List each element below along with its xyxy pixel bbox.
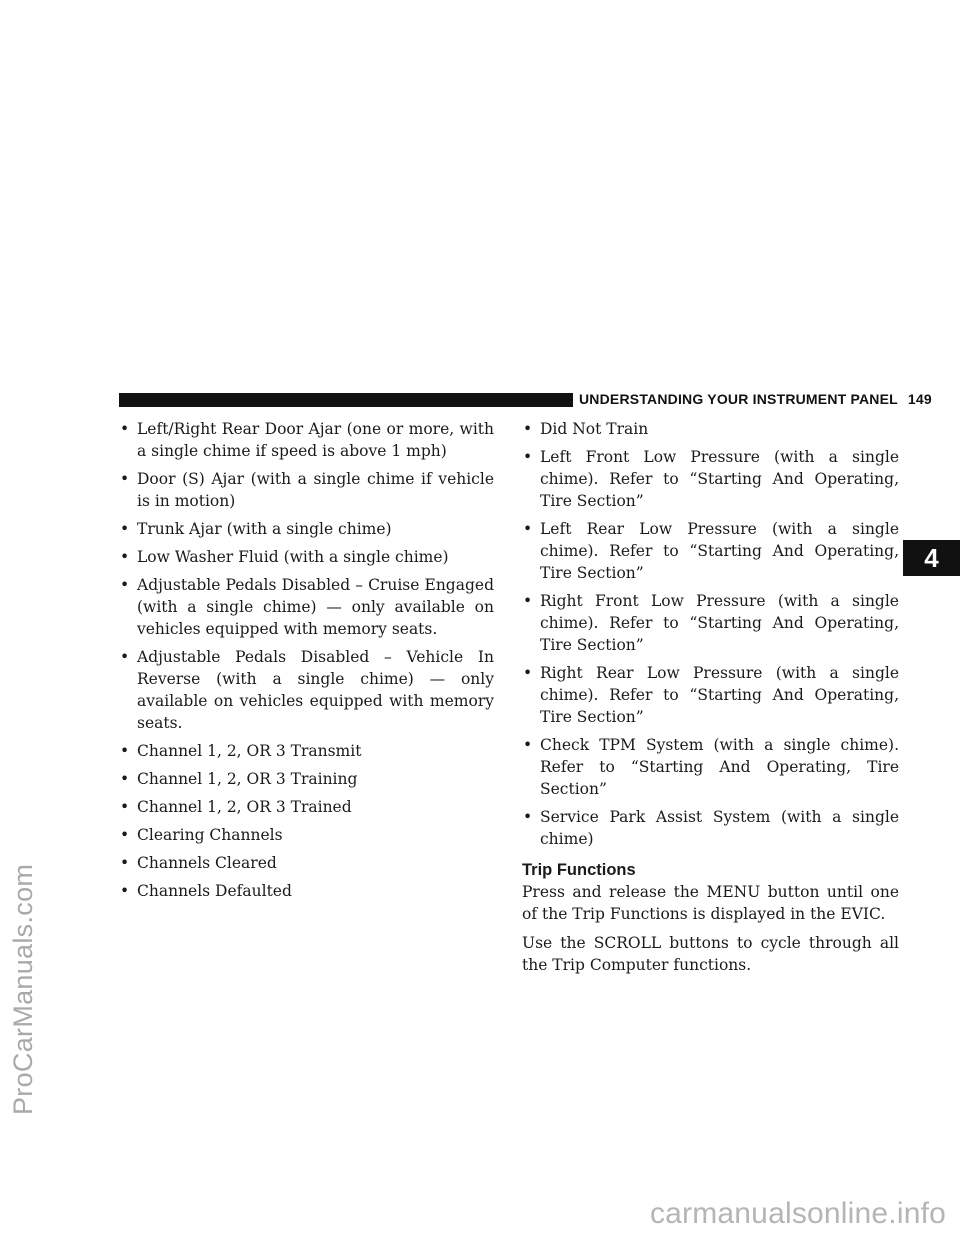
list-item-text: Check TPM System (with a single chime). Refer to “Starting And Operating, Tire Section” — [540, 736, 899, 798]
bullet-icon: • — [523, 448, 533, 466]
body-paragraph: Use the SCROLL buttons to cycle through all the Trip Computer functions. — [522, 934, 899, 974]
list-item — [119, 418, 494, 462]
list-item — [522, 590, 899, 656]
list-item-text: Clearing Channels — [137, 826, 283, 844]
list-item-text: Channels Cleared — [137, 854, 277, 872]
page-number: 149 — [907, 391, 932, 407]
list-item-text: Left/Right Rear Door Ajar (one or more, with a single chime if speed is above 1 mph) — [137, 420, 494, 460]
bullet-icon: • — [120, 826, 130, 844]
list-item-text: Adjustable Pedals Disabled – Cruise Engaged (with a single chime) — only available on vehicles equipped with memory seats. — [137, 576, 494, 638]
bullet-icon: • — [120, 770, 130, 788]
list-item-text: Trunk Ajar (with a single chime) — [137, 520, 392, 538]
bullet-icon: • — [120, 742, 130, 760]
list-item-text: Did Not Train — [540, 420, 649, 438]
list-item — [119, 518, 494, 540]
list-item-text: Left Front Low Pressure (with a single chime). Refer to “Starting And Operating, Tire Section” — [540, 448, 899, 510]
list-item — [119, 740, 494, 762]
bullet-icon: • — [120, 798, 130, 816]
chapter-tab: 4 — [903, 540, 960, 576]
running-header — [579, 391, 932, 407]
bullet-icon: • — [120, 470, 130, 488]
bullet-icon: • — [523, 592, 533, 610]
list-item — [522, 518, 899, 584]
bullet-icon: • — [120, 548, 130, 566]
list-item — [119, 852, 494, 874]
bullet-icon: • — [523, 808, 533, 826]
header-title: UNDERSTANDING YOUR INSTRUMENT PANEL — [579, 391, 898, 407]
list-item — [119, 768, 494, 790]
bullet-icon: • — [120, 576, 130, 594]
list-item-text: Left Rear Low Pressure (with a single chime). Refer to “Starting And Operating, Tire Section” — [540, 520, 899, 582]
list-item — [522, 806, 899, 850]
list-item-text: Right Front Low Pressure (with a single chime). Refer to “Starting And Operating, Tire Section” — [540, 592, 899, 654]
list-item-text: Adjustable Pedals Disabled – Vehicle In Reverse (with a single chime) — only available on vehicles equipped with memory seats. — [137, 648, 494, 732]
bullet-icon: • — [120, 420, 130, 438]
list-item — [522, 662, 899, 728]
list-item — [119, 646, 494, 734]
list-item-text: Channels Defaulted — [137, 882, 292, 900]
list-item — [119, 468, 494, 512]
list-item-text: Channel 1, 2, OR 3 Training — [137, 770, 358, 788]
header-rule — [119, 393, 573, 407]
list-item — [522, 446, 899, 512]
list-item — [522, 418, 899, 440]
left-column — [119, 418, 494, 908]
right-column — [522, 418, 899, 983]
bullet-icon: • — [120, 520, 130, 538]
bullet-icon: • — [523, 420, 533, 438]
bullet-icon: • — [120, 882, 130, 900]
bullet-icon: • — [120, 648, 130, 666]
list-item-text: Service Park Assist System (with a single chime) — [540, 808, 899, 848]
list-item-text: Right Rear Low Pressure (with a single chime). Refer to “Starting And Operating, Tire Section” — [540, 664, 899, 726]
list-item-text: Channel 1, 2, OR 3 Transmit — [137, 742, 362, 760]
bullet-icon: • — [120, 854, 130, 872]
list-item-text: Door (S) Ajar (with a single chime if vehicle is in motion) — [137, 470, 494, 510]
body-paragraph: Press and release the MENU button until one of the Trip Functions is displayed in the EVIC. — [522, 883, 899, 923]
list-item — [119, 574, 494, 640]
list-item — [119, 546, 494, 568]
section-heading: Trip Functions — [522, 861, 636, 879]
bullet-icon: • — [523, 520, 533, 538]
side-watermark: ProCarManuals.com — [8, 863, 38, 1115]
list-item-text: Low Washer Fluid (with a single chime) — [137, 548, 449, 566]
bullet-icon: • — [523, 736, 533, 754]
bullet-icon: • — [523, 664, 533, 682]
bottom-watermark: carmanualsonline.info — [649, 1197, 946, 1230]
list-item — [119, 824, 494, 846]
list-item-text: Channel 1, 2, OR 3 Trained — [137, 798, 352, 816]
list-item — [119, 880, 494, 902]
list-item — [522, 734, 899, 800]
list-item — [119, 796, 494, 818]
